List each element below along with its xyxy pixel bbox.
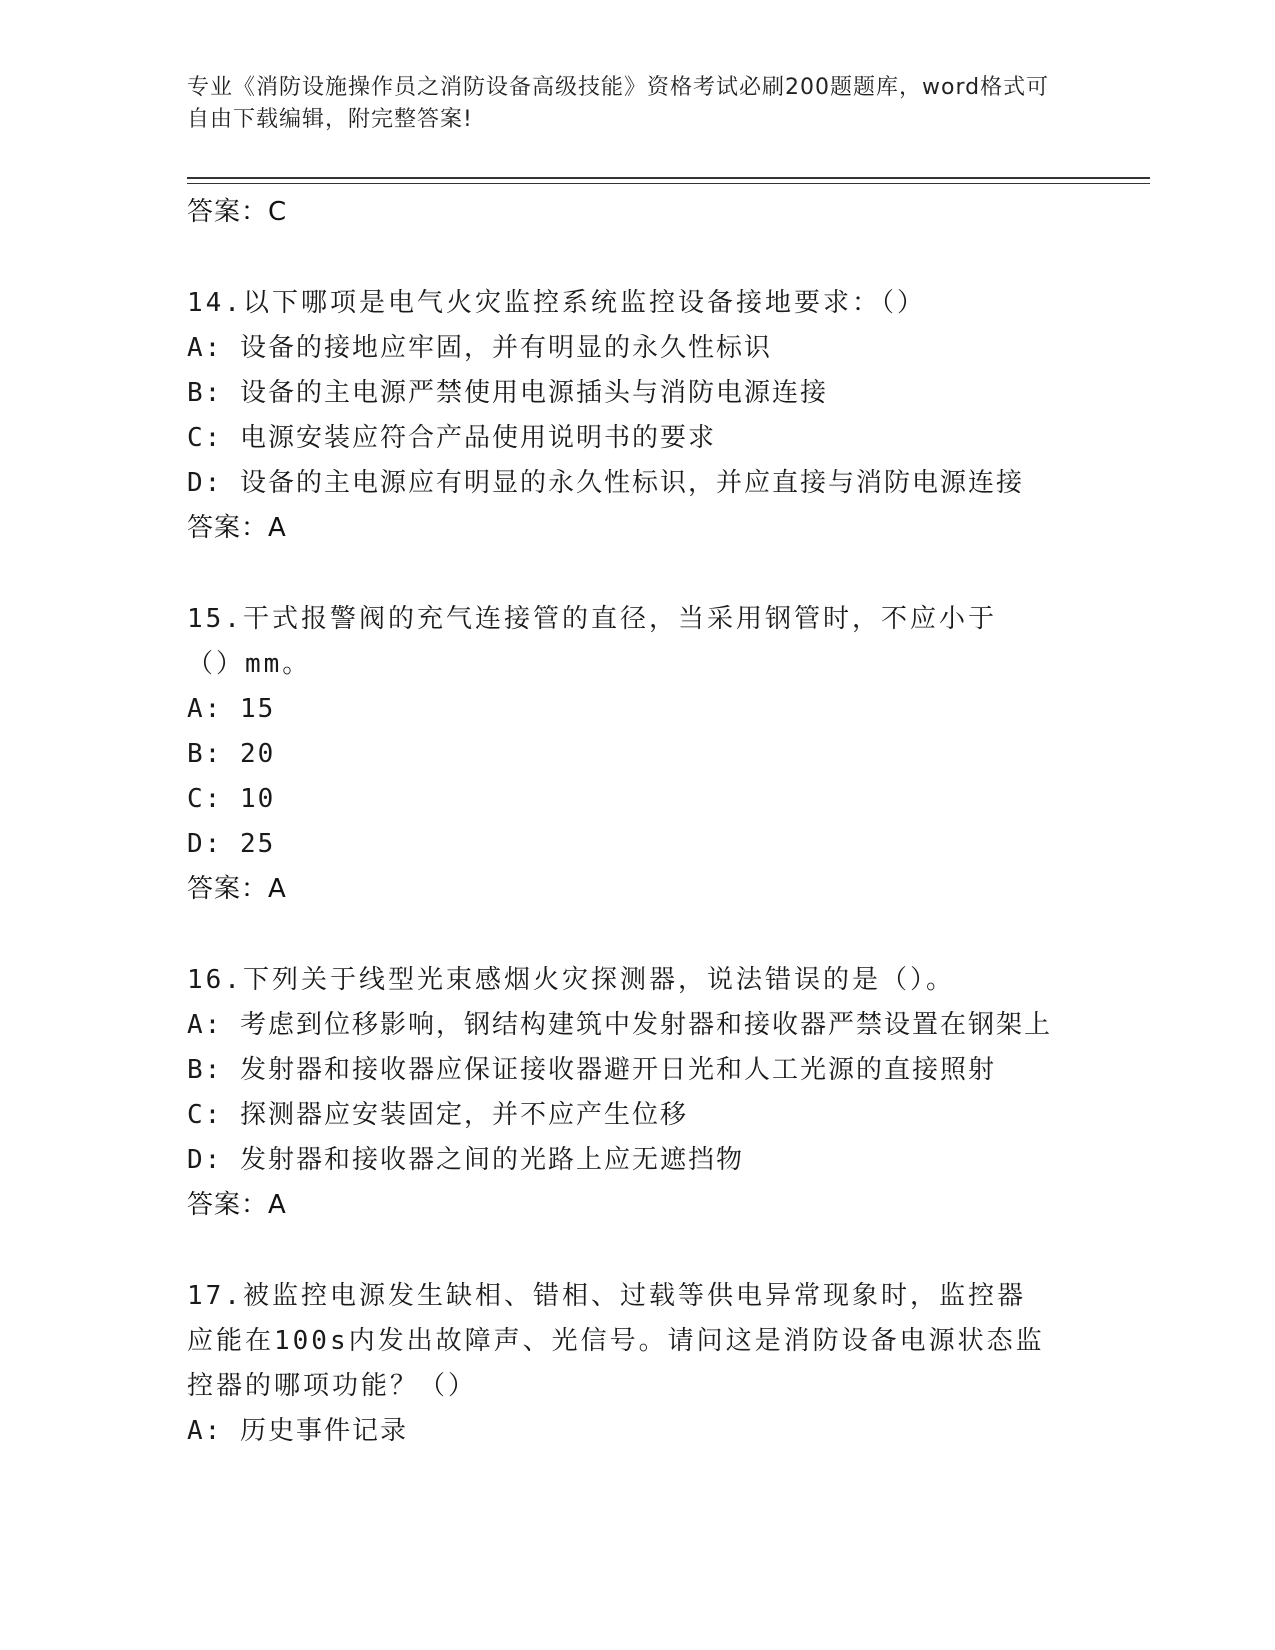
answer-line: 答案：A — [187, 513, 287, 543]
question-list — [187, 190, 1087, 1454]
option-b: B: 20 — [187, 739, 276, 769]
option-a: A: 考虑到位移影响，钢结构建筑中发射器和接收器严禁设置在钢架上 — [187, 1010, 1052, 1040]
question-17 — [187, 1274, 1087, 1454]
answer-line: 答案：A — [187, 1190, 287, 1220]
question-text: 16.下列关于线型光束感烟火灾探测器，说法错误的是（）。 — [187, 965, 955, 995]
question-14 — [187, 281, 1087, 551]
header-rule-thin — [187, 183, 1150, 184]
option-d: D: 25 — [187, 829, 276, 859]
option-d: D: 设备的主电源应有明显的永久性标识，并应直接与消防电源连接 — [187, 468, 1024, 498]
question-text: 15.干式报警阀的充气连接管的直径，当采用钢管时，不应小于（）mm。 — [187, 604, 997, 679]
option-a: A: 15 — [187, 694, 276, 724]
option-b: B: 发射器和接收器应保证接收器避开日光和人工光源的直接照射 — [187, 1055, 996, 1085]
option-c: C: 10 — [187, 784, 276, 814]
question-text: 14.以下哪项是电气火灾监控系统监控设备接地要求：（） — [187, 288, 926, 318]
header-rule-thick — [187, 177, 1150, 179]
page-header: 专业《消防设施操作员之消防设备高级技能》资格考试必刷200题题库，word格式可自由下载编辑，附完整答案! — [187, 75, 1050, 132]
question-16 — [187, 958, 1087, 1228]
option-a: A: 设备的接地应牢固，并有明显的永久性标识 — [187, 333, 772, 363]
answer-line: 答案：C — [187, 197, 288, 227]
option-b: B: 设备的主电源严禁使用电源插头与消防电源连接 — [187, 378, 828, 408]
question-15 — [187, 597, 1087, 912]
option-d: D: 发射器和接收器之间的光路上应无遮挡物 — [187, 1145, 744, 1175]
question-text: 17.被监控电源发生缺相、错相、过载等供电异常现象时，监控器应能在100s内发出故障声、光信号。请问这是消防设备电源状态监控器的哪项功能？（） — [187, 1281, 1045, 1401]
option-c: C: 电源安装应符合产品使用说明书的要求 — [187, 423, 716, 453]
option-c: C: 探测器应安装固定，并不应产生位移 — [187, 1100, 688, 1130]
option-a: A: 历史事件记录 — [187, 1416, 408, 1446]
answer-line: 答案：A — [187, 874, 287, 904]
